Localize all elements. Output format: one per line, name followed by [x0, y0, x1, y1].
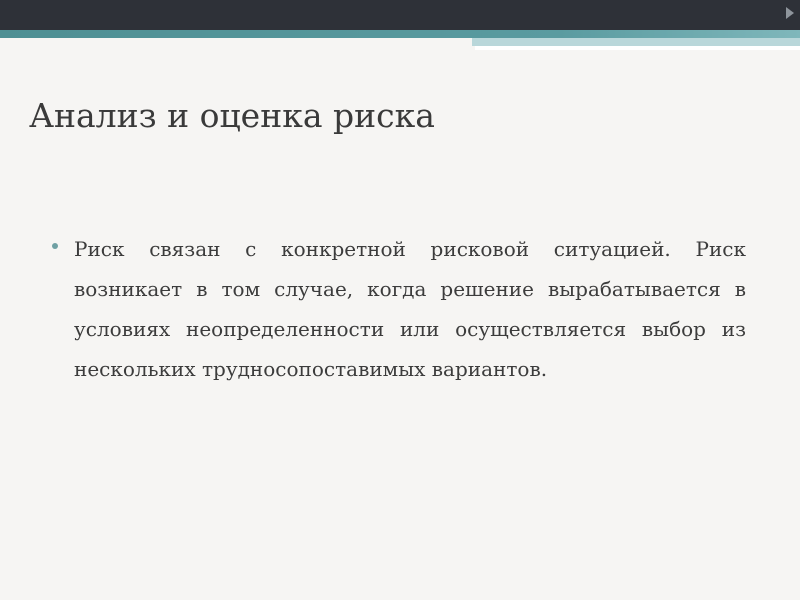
accent-strip-light [472, 38, 800, 46]
bullet-dot-icon [52, 243, 58, 249]
top-banner [0, 0, 800, 30]
bullet-list [52, 229, 752, 389]
bullet-item [52, 229, 752, 389]
bullet-text: Риск связан с конкретной рисковой ситуацией. Риск возникает в том случае, когда решение вырабатывается в условиях неопределенности или осуществляется выбор из нескольких трудносопоставимых вариантов. [74, 237, 746, 381]
slide-title: Анализ и оценка риска [29, 96, 435, 135]
accent-strip [0, 30, 800, 38]
triangle-right-icon [786, 7, 794, 19]
accent-strip-highlight [475, 46, 800, 50]
